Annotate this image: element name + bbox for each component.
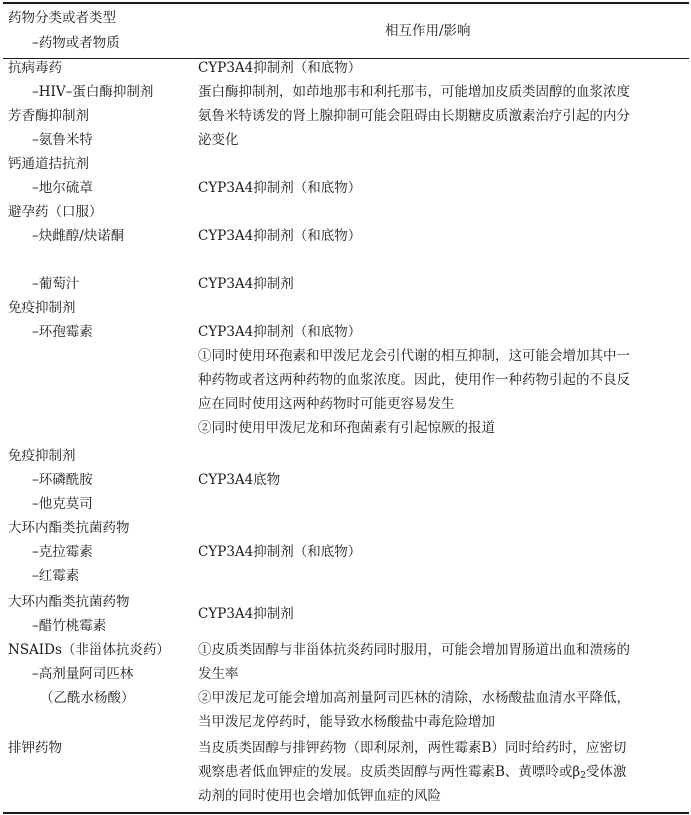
interaction-cell: 动剂的同时使用也会增加低钾血症的风险: [198, 788, 441, 804]
drug-cell: –他克莫司: [32, 496, 93, 512]
interaction-cell: 当皮质类固醇与排钾药物（即利尿剂，两性霉素B）同时给药时，应密切: [198, 740, 627, 756]
drug-cell: –醋竹桃霉素: [32, 618, 107, 634]
category-cell: 钙通道拮抗剂: [8, 156, 89, 172]
interaction-cell: 发生率: [198, 666, 239, 682]
interaction-cell: CYP3A4抑制剂（和底物）: [198, 544, 362, 560]
drug-cell: （乙酰水杨酸）: [40, 690, 135, 706]
header-col2: 相互作用/影响: [385, 23, 471, 39]
interaction-cell: 应在同时使用这两种药物时可能更容易发生: [198, 396, 455, 412]
header-col1-line1: 药物分类或者类型: [8, 10, 116, 26]
interaction-cell: CYP3A4抑制剂（和底物）: [198, 180, 362, 196]
interaction-cell: 蛋白酶抑制剂，如茚地那韦和利托那韦，可能增加皮质类固醇的血浆浓度: [198, 84, 630, 100]
drug-cell: –克拉霉素: [32, 544, 93, 560]
category-cell: 免疫抑制剂: [8, 448, 76, 464]
drug-cell: –HIV–蛋白酶抑制剂: [32, 84, 154, 100]
interaction-cell: ①同时使用环孢素和甲泼尼龙会引代谢的相互抑制，这可能会增加其中一: [198, 348, 630, 364]
category-cell: 芳香酶抑制剂: [8, 108, 89, 124]
interaction-cell: ②甲泼尼龙可能会增加高剂量阿司匹林的清除，水杨酸盐血清水平降低，: [198, 690, 630, 706]
interaction-cell: CYP3A4抑制剂（和底物）: [198, 228, 362, 244]
interaction-text: 观察患者低血钾症的发展。皮质类固醇与两性霉素B、黄嘌呤或β: [198, 764, 581, 780]
drug-cell: –高剂量阿司匹林: [32, 666, 134, 682]
interaction-cell: 当甲泼尼龙停药时，能导致水杨酸盐中毒危险增加: [198, 714, 495, 730]
interaction-cell: 泌变化: [198, 132, 239, 148]
interaction-cell: CYP3A4抑制剂: [198, 606, 294, 622]
drug-cell: –炔雌醇/炔诺酮: [32, 228, 125, 244]
beta-subscript: 2: [580, 771, 586, 781]
drug-cell: –环磷酰胺: [32, 472, 93, 488]
drug-cell: –地尔硫䓬: [32, 180, 93, 196]
drug-cell: –环孢霉素: [32, 324, 93, 340]
interaction-cell: 氨鲁米特诱发的肾上腺抑制可能会阻碍由长期糖皮质激素治疗引起的内分: [198, 108, 630, 124]
interaction-cell: [198, 760, 626, 784]
category-cell: 大环内酯类抗菌药物: [8, 520, 130, 536]
category-cell: 免疫抑制剂: [8, 300, 76, 316]
interaction-text-tail: 受体激: [585, 764, 627, 780]
category-cell: NSAIDs（非甾体抗炎药）: [8, 642, 170, 658]
drug-cell: –葡萄汁: [32, 276, 80, 292]
interaction-cell: ②同时使用甲泼尼龙和环孢菌素有引起惊厥的报道: [198, 420, 495, 436]
drug-cell: –红霉素: [32, 568, 80, 584]
interaction-cell: CYP3A4抑制剂（和底物）: [198, 60, 362, 76]
interaction-cell: CYP3A4底物: [198, 472, 281, 488]
table-top-rule: [3, 2, 689, 4]
drug-cell: –氨鲁米特: [32, 132, 93, 148]
interaction-cell: CYP3A4抑制剂: [198, 276, 294, 292]
table-bottom-rule: [3, 812, 689, 814]
interaction-cell: CYP3A4抑制剂（和底物）: [198, 324, 362, 340]
category-cell: 避孕药（口服）: [8, 204, 103, 220]
category-cell: 大环内酯类抗菌药物: [8, 594, 130, 610]
category-cell: 抗病毒药: [8, 60, 62, 76]
category-cell: 排钾药物: [8, 740, 62, 756]
interaction-cell: 种药物或者这两种药物的血浆浓度。因此，使用作一种药物引起的不良反: [198, 372, 630, 388]
header-col1-line2: –药物或者物质: [32, 35, 120, 51]
interaction-cell: ①皮质类固醇与非甾体抗炎药同时服用，可能会增加胃肠道出血和溃疡的: [198, 642, 630, 658]
